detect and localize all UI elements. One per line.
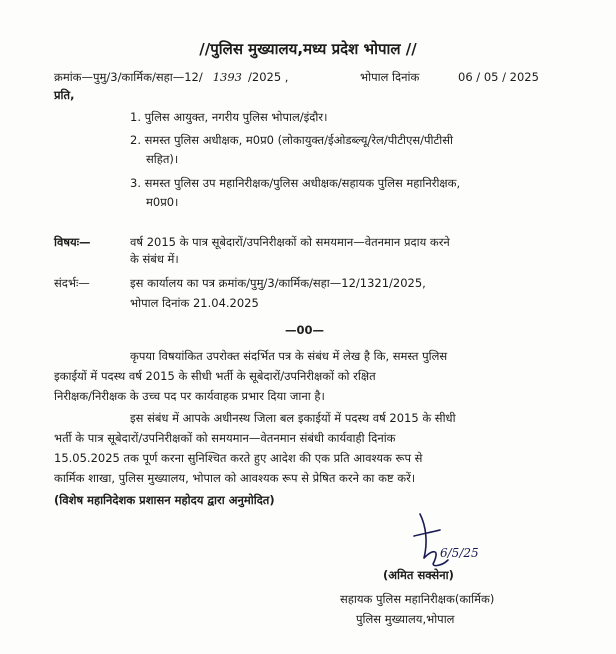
para1-line-3: निरीक्षक/निरीक्षक के उच्च पद पर कार्यवाहक प्रभार दिया जाना है। — [54, 389, 325, 403]
para1-line-1: कृपया विषयांकित उपरोक्त संदर्भित पत्र के संबंध में लेख है कि, समस्त पुलिस — [130, 349, 448, 363]
handwritten-ref-number: 1393 — [212, 70, 243, 84]
handwritten-signature-icon — [402, 508, 502, 576]
signatory-name: (अमित सक्सेना) — [383, 568, 454, 582]
subject-label: विषयः— — [54, 235, 91, 249]
para2-line-4: कार्मिक शाखा, पुलिस मुख्यालय, भोपाल को आवश्यक रूप से प्रेषित करने का कष्ट करें। — [54, 471, 416, 485]
reference-label: संदर्भः— — [54, 276, 90, 290]
subject-line-2: के संबंध में। — [130, 252, 179, 266]
recipient-1: 1. पुलिस आयुक्त, नगरीय पुलिस भोपाल/इंदौर। — [130, 110, 328, 124]
reference-line-1: इस कार्यालय का पत्र क्रमांक/पुमु/3/कार्मिक/सहा—12/1321/2025, — [130, 276, 426, 290]
signatory-designation: सहायक पुलिस महानिरीक्षक(कार्मिक) — [340, 592, 495, 606]
letter-date: 06 / 05 / 2025 — [458, 70, 539, 84]
para2-line-2: भर्ती के पात्र सूबेदारों/उपनिरीक्षकों को समयमान—वेतनमान संबंधी कार्यवाही दिनांक — [54, 431, 396, 445]
para1-line-2: इकाईयों में पदस्थ वर्ष 2015 के सीधी भर्ती के सूबेदारों/उपनिरीक्षकों को रक्षित — [54, 369, 376, 383]
recipient-2: 2. समस्त पुलिस अधीक्षक, म0प्र0 (लोकायुक्त/ईओडब्ल्यू/रेल/पीटीएस/पीटीसी — [130, 133, 454, 147]
subject-line-1: वर्ष 2015 के पात्र सूबेदारों/उपनिरीक्षकों को समयमान—वेतनमान प्रदाय करने — [130, 235, 450, 249]
ref-year: /2025 , — [248, 70, 289, 84]
recipient-2-cont: सहित)। — [146, 152, 179, 166]
approval-note: (विशेष महानिदेशक प्रशासन महोदय द्वारा अनुमोदित) — [54, 493, 275, 507]
place-date-label: भोपाल दिनांक — [360, 70, 420, 84]
reference-line-2: भोपाल दिनांक 21.04.2025 — [130, 296, 259, 310]
divider: —00— — [285, 323, 325, 337]
reference-number-line — [54, 70, 288, 84]
recipient-3-cont: म0प्र0। — [146, 195, 179, 209]
to-label: प्रति, — [54, 88, 75, 102]
para2-line-1: इस संबंध में आपके अधीनस्थ जिला बल इकाईयों में पदस्थ वर्ष 2015 के सीधी — [130, 411, 456, 425]
recipient-3: 3. समस्त पुलिस उप महानिरीक्षक/पुलिस अधीक्षक/सहायक पुलिस महानिरीक्षक, — [130, 176, 461, 190]
ref-prefix: क्रमांक—पुमु/3/कार्मिक/सहा—12/ — [54, 70, 203, 84]
letterhead: //पुलिस मुख्यालय,मध्य प्रदेश भोपाल // — [199, 40, 417, 58]
handwritten-sign-date: 6/5/25 — [440, 546, 479, 560]
para2-line-3: 15.05.2025 तक पूर्ण करना सुनिश्चित करते हुए आदेश की एक प्रति आवश्यक रूप से — [54, 451, 423, 465]
signatory-office: पुलिस मुख्यालय,भोपाल — [356, 612, 455, 626]
